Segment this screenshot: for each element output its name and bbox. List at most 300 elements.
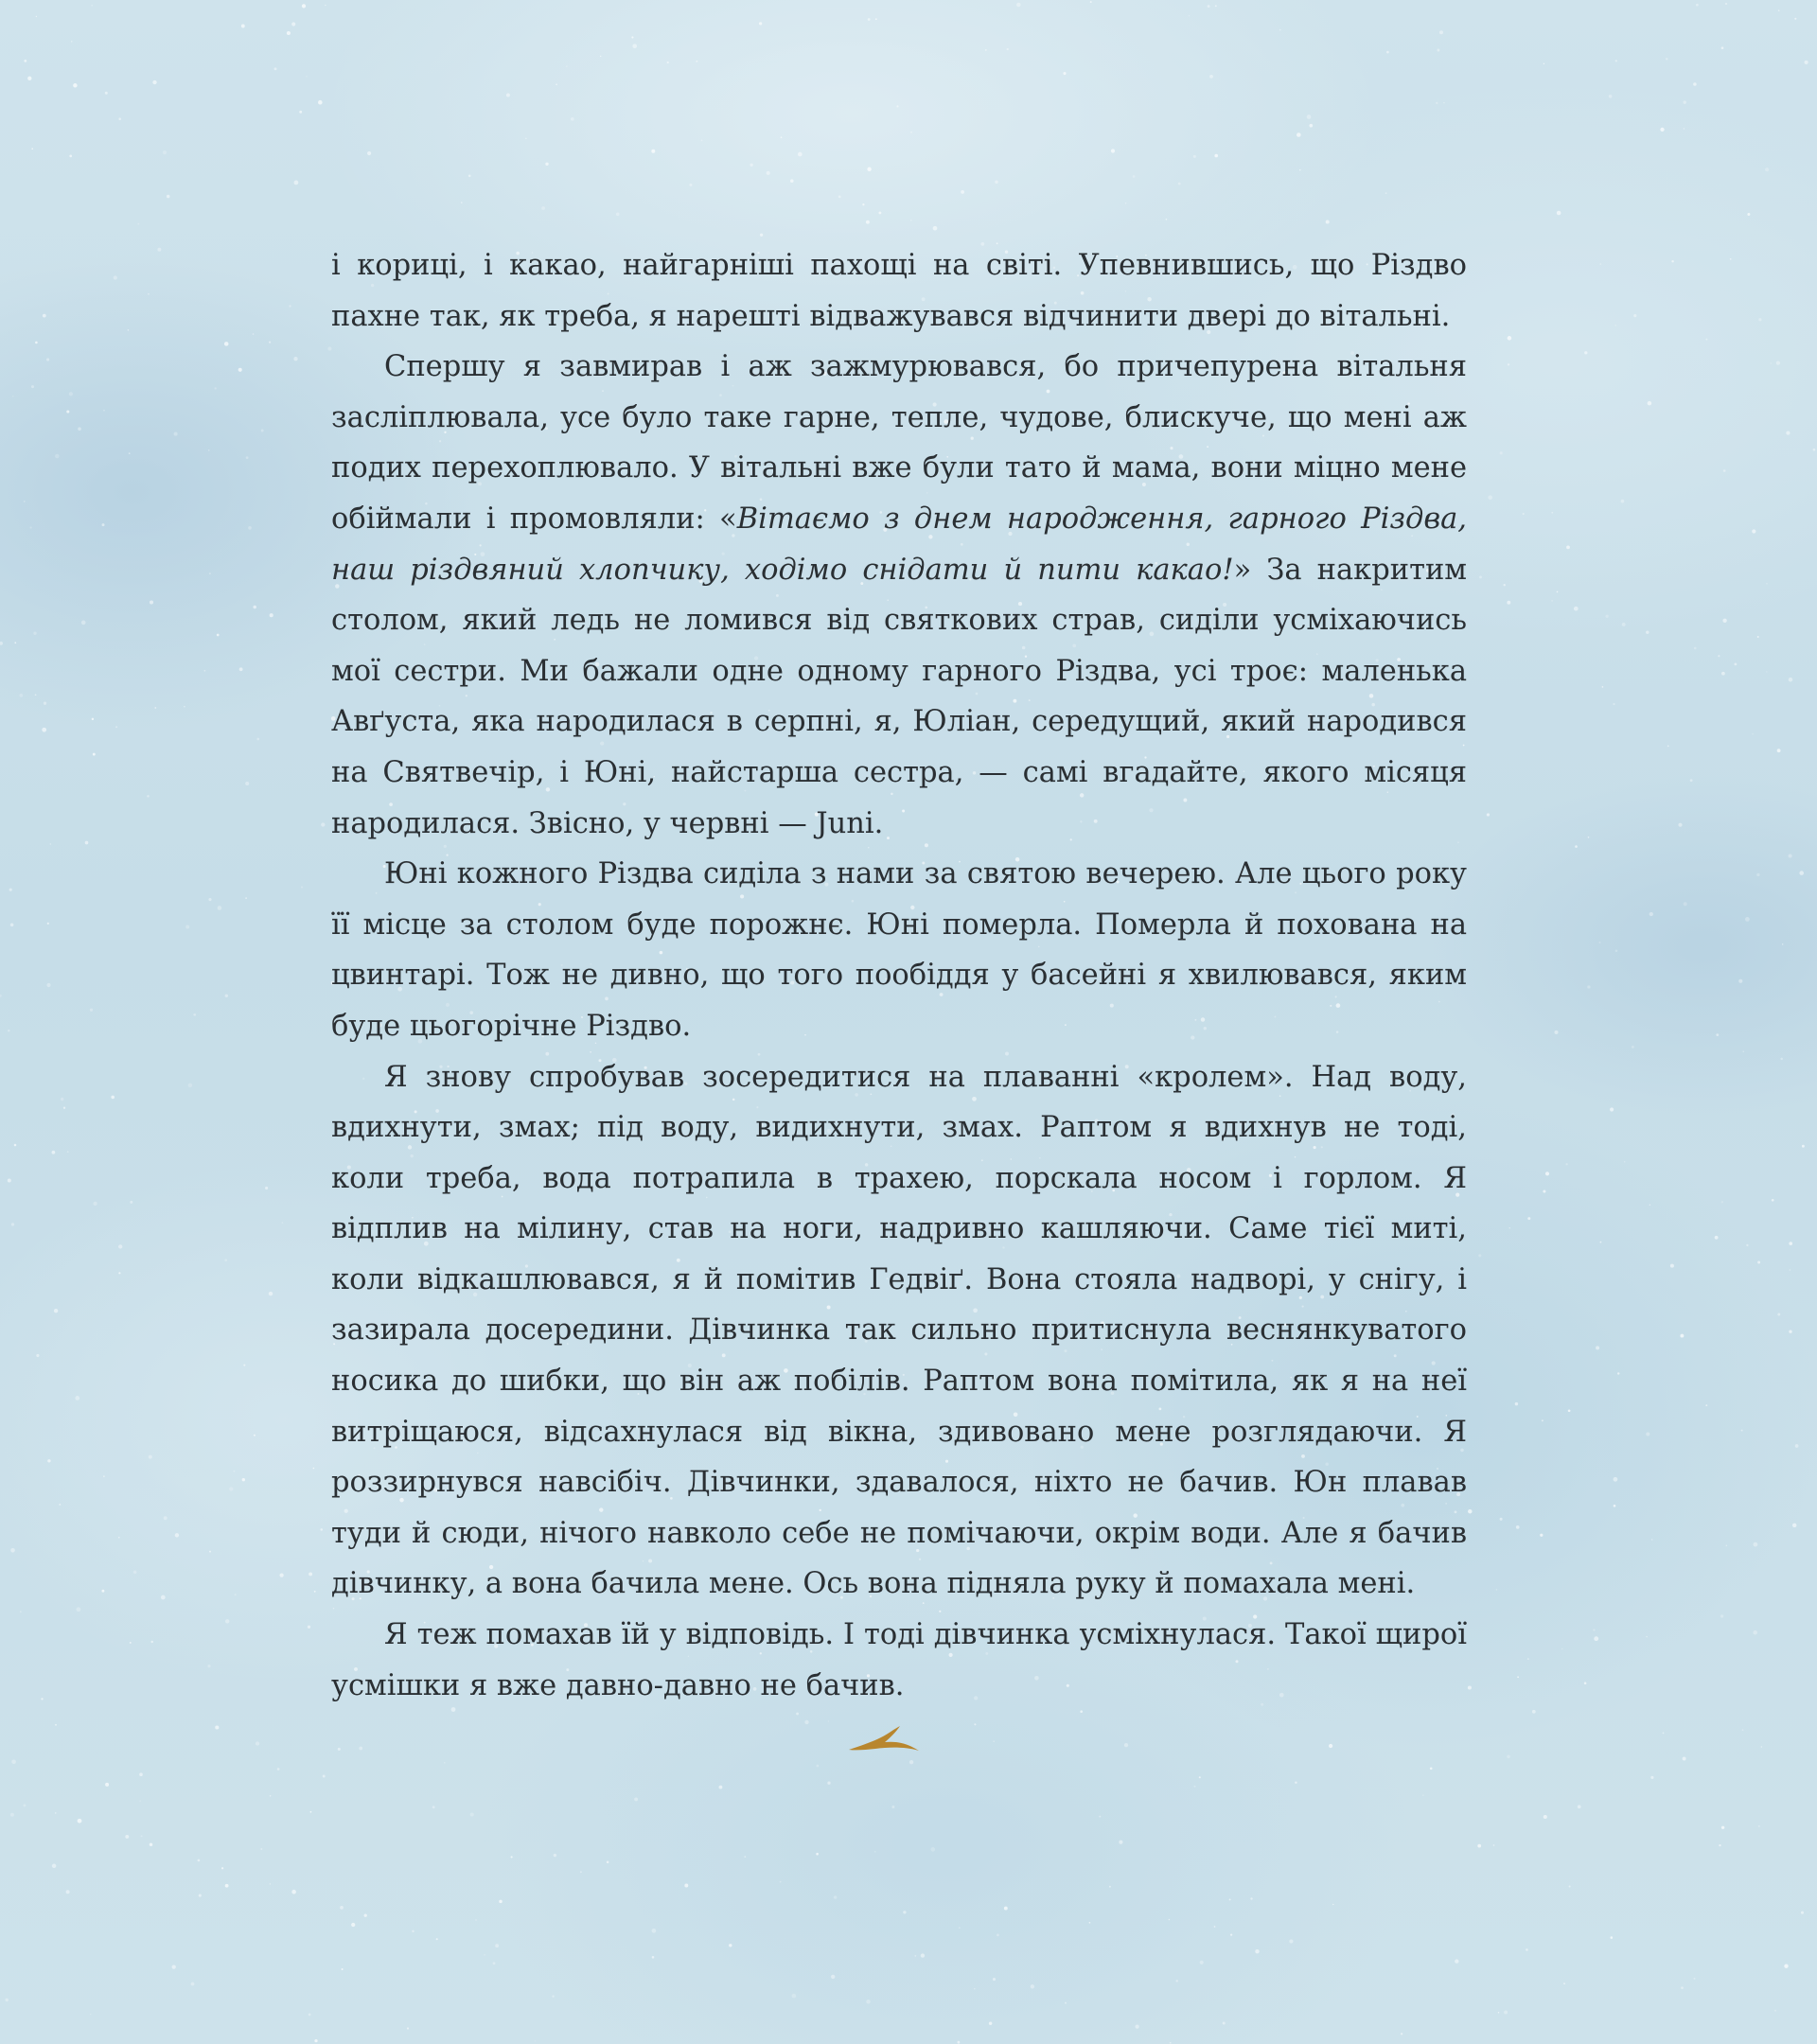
snow-speckle — [35, 342, 38, 344]
snow-speckle — [118, 1537, 120, 1539]
snow-speckle — [1500, 451, 1503, 454]
snow-speckle — [69, 155, 72, 158]
snow-speckle — [1594, 1636, 1598, 1641]
snow-speckle — [1289, 1939, 1293, 1943]
snow-speckle — [73, 83, 77, 87]
snow-speckle — [217, 634, 220, 637]
snow-speckle — [90, 1009, 93, 1012]
snow-speckle — [1802, 1145, 1805, 1148]
snow-speckle — [866, 2000, 871, 2004]
snow-speckle — [780, 1881, 782, 1883]
snow-speckle — [1646, 1432, 1649, 1436]
snow-speckle — [91, 5, 93, 7]
snow-speckle — [246, 456, 249, 459]
snow-speckle — [1089, 1922, 1091, 1924]
snow-speckle — [149, 1455, 152, 1459]
snow-speckle — [1169, 1919, 1171, 1921]
snow-speckle — [432, 1806, 435, 1808]
snow-speckle — [511, 1856, 513, 1858]
snow-speckle — [234, 1471, 236, 1472]
paragraph-2-quote: Вітаємо з днем народження, гарного Різдва, наш різдвяний хлопчику, ходімо снідати й пити какао! — [331, 502, 1467, 587]
snow-speckle — [1437, 49, 1439, 52]
snow-speckle — [1772, 1199, 1774, 1202]
snow-speckle — [289, 305, 291, 307]
snow-speckle — [1500, 1518, 1503, 1521]
snow-speckle — [921, 1953, 925, 1957]
snow-speckle — [767, 171, 770, 175]
snow-speckle — [1422, 1794, 1424, 1796]
snow-speckle — [1633, 314, 1636, 317]
snow-speckle — [1758, 318, 1761, 321]
snow-speckle — [1757, 1261, 1760, 1264]
snow-speckle — [985, 49, 987, 51]
snow-speckle — [1774, 2010, 1776, 2012]
snow-speckle — [129, 452, 131, 454]
snow-speckle — [1584, 1682, 1587, 1684]
snow-speckle — [1683, 1757, 1686, 1761]
snow-speckle — [209, 1551, 211, 1553]
snow-speckle — [1584, 351, 1587, 354]
snow-speckle — [1721, 1826, 1724, 1829]
snow-speckle — [1401, 2033, 1402, 2035]
snow-speckle — [1551, 512, 1553, 514]
snow-speckle — [93, 1202, 97, 1206]
snow-speckle — [103, 410, 105, 412]
snow-speckle — [90, 2014, 91, 2015]
snow-speckle — [1596, 1346, 1599, 1349]
snow-speckle — [804, 1720, 808, 1724]
snow-speckle — [412, 1930, 414, 1932]
snow-speckle — [1090, 1, 1092, 3]
snow-speckle — [1566, 546, 1570, 550]
snow-speckle — [193, 1013, 196, 1016]
snow-speckle — [299, 111, 302, 114]
snow-speckle — [1680, 1334, 1684, 1338]
paragraph-1-text: і кориці, і какао, найгарніші пахощі на світі. Упевнившись, що Різдво пахне так, як треба, я нарешті відважувався відчинити двері до вітальні. — [331, 249, 1467, 333]
snow-speckle — [1386, 51, 1389, 54]
snow-speckle — [1557, 591, 1559, 593]
snow-speckle — [1666, 58, 1667, 60]
snow-speckle — [309, 2014, 311, 2017]
snow-speckle — [8, 1030, 9, 1031]
snow-speckle — [914, 1955, 916, 1957]
snow-speckle — [54, 1309, 58, 1313]
snow-speckle — [1557, 211, 1561, 216]
snow-speckle — [1605, 615, 1608, 618]
snow-speckle — [261, 430, 264, 432]
snow-speckle — [270, 613, 273, 617]
snow-speckle — [1554, 1031, 1558, 1034]
snow-speckle — [1544, 1815, 1547, 1819]
snow-speckle — [1468, 1509, 1473, 1514]
paragraph-2-text-b: » За накритим столом, який ледь не ломився від святкових страв, сиділи усміхаючись мої сестри. Ми бажали одне одному гарного Різдва, усі троє: маленька Авґуста, яка народилася в серпні, я, Юліан, середущий, який народився на Святвечір, і Юні, найстарша сестра, — самі вгадайте, якого місяця народилася. Звісно, у червні — Juni. — [331, 553, 1468, 840]
snow-speckle — [552, 1995, 554, 1997]
snow-speckle — [1681, 1986, 1684, 1989]
snow-speckle — [71, 41, 72, 42]
snow-speckle — [1255, 1949, 1259, 1953]
snow-speckle — [130, 1642, 132, 1644]
snow-speckle — [27, 77, 31, 80]
snow-speckle — [506, 94, 510, 97]
snow-speckle — [338, 1748, 341, 1751]
snow-speckle — [282, 1222, 284, 1224]
snow-speckle — [8, 1179, 11, 1183]
snow-speckle — [1610, 1107, 1614, 1111]
snow-speckle — [1309, 124, 1313, 128]
snow-speckle — [1326, 220, 1330, 224]
snow-speckle — [493, 1962, 496, 1965]
snow-speckle — [291, 1890, 296, 1894]
snow-speckle — [0, 995, 2, 997]
snow-speckle — [14, 1144, 17, 1147]
snow-speckle — [600, 56, 601, 57]
snow-speckle — [834, 1895, 838, 1899]
snow-speckle — [1742, 1729, 1744, 1731]
snow-speckle — [1718, 655, 1720, 657]
snow-speckle — [896, 105, 898, 107]
snow-speckle — [910, 132, 912, 133]
snow-speckle — [744, 1856, 746, 1858]
snow-speckle — [114, 275, 117, 279]
snow-speckle — [1784, 1965, 1788, 1968]
snow-speckle — [995, 180, 998, 184]
snow-speckle — [47, 1459, 50, 1462]
snow-speckle — [1563, 1982, 1565, 1984]
snow-speckle — [616, 212, 620, 216]
snow-speckle — [103, 1475, 105, 1477]
snow-speckle — [1508, 363, 1509, 365]
snow-speckle — [1496, 1589, 1497, 1590]
snow-speckle — [993, 1740, 995, 1742]
snow-speckle — [750, 164, 752, 167]
snow-speckle — [1725, 3, 1727, 5]
snow-speckle — [1578, 1805, 1581, 1808]
snow-speckle — [1650, 1776, 1653, 1779]
snow-speckle — [1507, 1755, 1510, 1759]
snow-speckle — [78, 427, 81, 431]
snow-speckle — [1745, 917, 1750, 922]
snow-speckle — [1587, 985, 1590, 988]
snow-speckle — [1694, 1978, 1696, 1980]
snow-speckle — [1436, 102, 1438, 104]
snow-speckle — [1730, 258, 1732, 260]
snow-speckle — [235, 1594, 237, 1595]
snow-speckle — [208, 898, 211, 901]
snow-speckle — [31, 148, 33, 150]
snow-speckle — [81, 621, 86, 626]
snow-speckle — [1614, 1505, 1616, 1507]
snow-speckle — [1792, 1524, 1797, 1528]
snow-speckle — [495, 1944, 499, 1947]
snow-speckle — [1683, 100, 1685, 103]
snow-speckle — [961, 190, 964, 194]
snow-speckle — [1649, 1205, 1651, 1207]
snow-speckle — [862, 203, 864, 205]
snow-speckle — [525, 138, 526, 139]
snow-speckle — [1479, 576, 1482, 579]
snow-speckle — [256, 738, 259, 741]
snow-speckle — [958, 2041, 961, 2044]
snow-speckle — [974, 1988, 975, 1989]
snow-speckle — [1133, 175, 1136, 178]
snow-speckle — [318, 100, 323, 105]
snow-speckle — [1488, 495, 1492, 500]
snow-speckle — [1223, 2021, 1226, 2024]
snow-speckle — [781, 136, 783, 138]
snow-speckle — [1777, 1313, 1780, 1316]
snow-speckle — [36, 16, 37, 17]
snow-speckle — [320, 1528, 323, 1531]
snow-speckle — [461, 202, 462, 203]
snow-speckle — [696, 61, 697, 62]
snow-speckle — [1801, 1912, 1804, 1914]
snow-speckle — [9, 889, 12, 891]
snow-speckle — [1690, 779, 1693, 782]
snow-speckle — [306, 76, 308, 78]
snow-speckle — [1602, 686, 1604, 688]
snow-speckle — [78, 1819, 82, 1824]
paragraph-5-text: Я теж помахав їй у відповідь. І тоді дівчинка усміхнулася. Такої щирої усмішки я вже давно-давно не бачив. — [331, 1618, 1467, 1702]
snow-speckle — [208, 449, 210, 451]
snow-speckle — [59, 1504, 61, 1506]
snow-speckle — [172, 1965, 176, 1968]
snow-speckle — [260, 1848, 262, 1850]
snow-speckle — [270, 1795, 272, 1797]
snow-speckle — [866, 220, 870, 224]
snow-speckle — [1600, 1242, 1602, 1243]
snow-speckle — [1778, 9, 1780, 11]
snow-speckle — [248, 526, 252, 530]
snow-speckle — [359, 1747, 362, 1751]
snow-speckle — [1229, 1898, 1231, 1900]
snow-speckle — [11, 1760, 16, 1765]
snow-speckle — [46, 983, 50, 987]
snow-speckle — [24, 501, 26, 502]
snow-speckle — [1743, 1051, 1744, 1052]
snow-speckle — [150, 600, 153, 604]
snow-speckle — [798, 152, 803, 157]
snow-speckle — [1063, 72, 1066, 75]
snow-speckle — [175, 1533, 179, 1537]
snow-speckle — [43, 314, 46, 318]
snow-speckle — [1125, 203, 1127, 204]
snow-speckle — [868, 18, 871, 21]
snow-speckle — [1230, 1933, 1232, 1935]
snow-speckle — [1721, 1201, 1723, 1203]
snow-speckle — [1193, 155, 1196, 158]
snow-speckle — [224, 342, 229, 346]
snow-speckle — [1789, 1330, 1791, 1332]
snow-speckle — [1721, 46, 1724, 49]
snow-speckle — [651, 150, 655, 153]
snow-speckle — [225, 1884, 229, 1888]
snow-speckle — [1746, 1244, 1748, 1246]
snow-speckle — [218, 906, 222, 910]
snow-speckle — [52, 1864, 57, 1869]
snow-speckle — [242, 1478, 245, 1481]
snow-speckle — [790, 179, 794, 183]
snow-speckle — [1678, 823, 1682, 827]
snow-speckle — [23, 1804, 26, 1806]
snow-speckle — [1504, 584, 1506, 586]
snow-speckle — [55, 454, 59, 458]
snow-speckle — [19, 694, 23, 697]
snow-speckle — [1600, 263, 1602, 265]
snow-speckle — [31, 385, 34, 388]
snow-speckle — [1761, 1746, 1762, 1747]
snow-speckle — [1542, 1419, 1544, 1421]
snow-speckle — [253, 606, 256, 609]
paragraph-1 — [331, 240, 1467, 342]
snow-speckle — [632, 44, 637, 48]
snow-speckle — [1667, 746, 1669, 748]
snow-speckle — [1007, 48, 1009, 50]
snow-speckle — [11, 1223, 14, 1225]
snow-speckle — [1477, 1844, 1481, 1848]
snow-speckle — [225, 995, 228, 997]
snow-speckle — [1663, 1733, 1665, 1735]
snow-speckle — [1439, 30, 1443, 34]
snow-speckle — [111, 1096, 115, 1100]
snow-speckle — [1111, 149, 1115, 152]
snow-speckle — [792, 1994, 797, 1999]
snow-speckle — [367, 151, 371, 155]
snow-speckle — [10, 1813, 14, 1817]
snow-speckle — [541, 206, 545, 210]
snow-speckle — [1599, 942, 1601, 943]
snow-speckle — [5, 1999, 8, 2001]
snow-speckle — [1613, 703, 1614, 705]
snow-speckle — [1178, 183, 1181, 185]
snow-speckle — [407, 2027, 409, 2029]
snow-speckle — [229, 1487, 233, 1490]
snow-speckle — [1790, 1269, 1791, 1271]
snow-speckle — [310, 1811, 312, 1813]
paragraph-5 — [331, 1610, 1467, 1711]
snow-speckle — [174, 432, 178, 436]
snow-speckle — [46, 358, 49, 361]
snow-speckle — [556, 83, 557, 85]
snow-speckle — [1532, 1710, 1536, 1714]
snow-speckle — [1614, 1477, 1618, 1482]
snow-speckle — [684, 1884, 688, 1888]
snow-speckle — [270, 1883, 271, 1884]
snow-speckle — [933, 226, 938, 231]
snow-speckle — [827, 1782, 830, 1785]
snow-speckle — [75, 1396, 79, 1401]
snow-speckle — [1517, 1676, 1519, 1678]
snow-speckle — [1622, 623, 1626, 626]
snow-speckle — [1561, 1648, 1563, 1650]
snow-speckle — [1758, 1825, 1760, 1827]
snow-speckle — [828, 1720, 829, 1721]
snow-speckle — [141, 1835, 143, 1837]
snow-speckle — [1738, 979, 1742, 983]
snow-speckle — [1299, 169, 1300, 170]
snow-speckle — [313, 1468, 315, 1470]
snow-speckle — [35, 694, 37, 696]
snow-speckle — [256, 1741, 259, 1745]
snow-speckle — [580, 1871, 582, 1873]
snow-speckle — [287, 31, 291, 35]
snow-speckle — [1789, 1242, 1792, 1245]
snow-speckle — [909, 1760, 913, 1764]
snow-speckle — [1166, 219, 1168, 220]
snow-speckle — [535, 2040, 536, 2041]
snow-speckle — [147, 795, 150, 798]
snow-speckle — [1795, 1444, 1799, 1448]
snow-speckle — [50, 843, 51, 844]
snow-speckle — [1215, 5, 1217, 7]
snow-speckle — [164, 1516, 168, 1520]
snow-speckle — [1329, 1744, 1332, 1748]
snow-speckle — [1593, 1629, 1595, 1630]
snow-speckle — [1551, 600, 1553, 602]
snow-speckle — [1614, 325, 1616, 326]
snow-speckle — [265, 1187, 268, 1189]
snow-speckle — [10, 924, 14, 927]
snow-speckle — [55, 1724, 57, 1726]
snow-speckle — [1649, 912, 1653, 916]
snow-speckle — [1569, 1886, 1571, 1888]
snow-speckle — [867, 167, 871, 171]
snow-speckle — [128, 329, 130, 331]
snow-speckle — [1721, 672, 1725, 676]
snow-speckle — [269, 342, 271, 344]
snow-speckle — [85, 841, 89, 845]
snow-speckle — [66, 1890, 70, 1894]
snow-speckle — [55, 1812, 57, 1814]
snow-speckle — [67, 1151, 69, 1153]
snow-speckle — [1295, 1781, 1297, 1783]
snow-speckle — [245, 782, 249, 785]
snow-speckle — [1189, 15, 1190, 16]
snow-speckle — [1016, 3, 1021, 8]
snow-speckle — [1813, 449, 1816, 451]
snow-speckle — [1794, 18, 1796, 20]
snow-speckle — [997, 1934, 999, 1937]
snow-speckle — [1786, 432, 1790, 435]
snow-speckle — [340, 1906, 344, 1910]
paragraph-4 — [331, 1052, 1467, 1611]
snow-speckle — [1200, 1961, 1204, 1965]
snow-speckle — [571, 117, 574, 121]
snow-speckle — [838, 196, 841, 199]
snow-speckle — [1124, 1743, 1128, 1747]
snow-speckle — [1646, 1636, 1647, 1637]
snow-speckle — [77, 1607, 81, 1612]
snow-speckle — [1065, 2002, 1067, 2004]
snow-speckle — [566, 65, 568, 67]
snow-speckle — [1508, 336, 1512, 341]
paragraph-3-text: Юні кожного Різдва сиділа з нами за святою вечерею. Але цього року її місце за столом буде порожнє. Юні померла. Померла й похована на цвинтарі. Тож не дивно, що того пообіддя у басейні я хвилювався, яким буде цьогорічне Різдво. — [331, 857, 1467, 1043]
snow-speckle — [1752, 733, 1754, 735]
snow-speckle — [105, 92, 108, 95]
snow-speckle — [154, 707, 156, 709]
snow-speckle — [468, 175, 471, 178]
snow-speckle — [1789, 678, 1793, 682]
snow-speckle — [1777, 749, 1781, 752]
paragraph-2-text-a: Спершу я завмирав і аж зажмурювався, бо причепурена вітальня засліплювала, усе було таке гарне, тепле, чудове, блискуче, що мені аж подих перехоплювало. У вітальні вже були тато й мама, вони міцно мене обіймали і промовляли: « — [331, 350, 1467, 536]
snow-speckle — [831, 1975, 835, 1979]
snow-speckle — [875, 18, 877, 20]
snow-speckle — [1214, 154, 1218, 158]
snow-speckle — [1705, 1404, 1707, 1406]
snow-speckle — [1705, 339, 1707, 341]
snow-speckle — [1660, 128, 1664, 132]
snow-speckle — [1574, 607, 1579, 611]
snow-speckle — [20, 1611, 22, 1612]
